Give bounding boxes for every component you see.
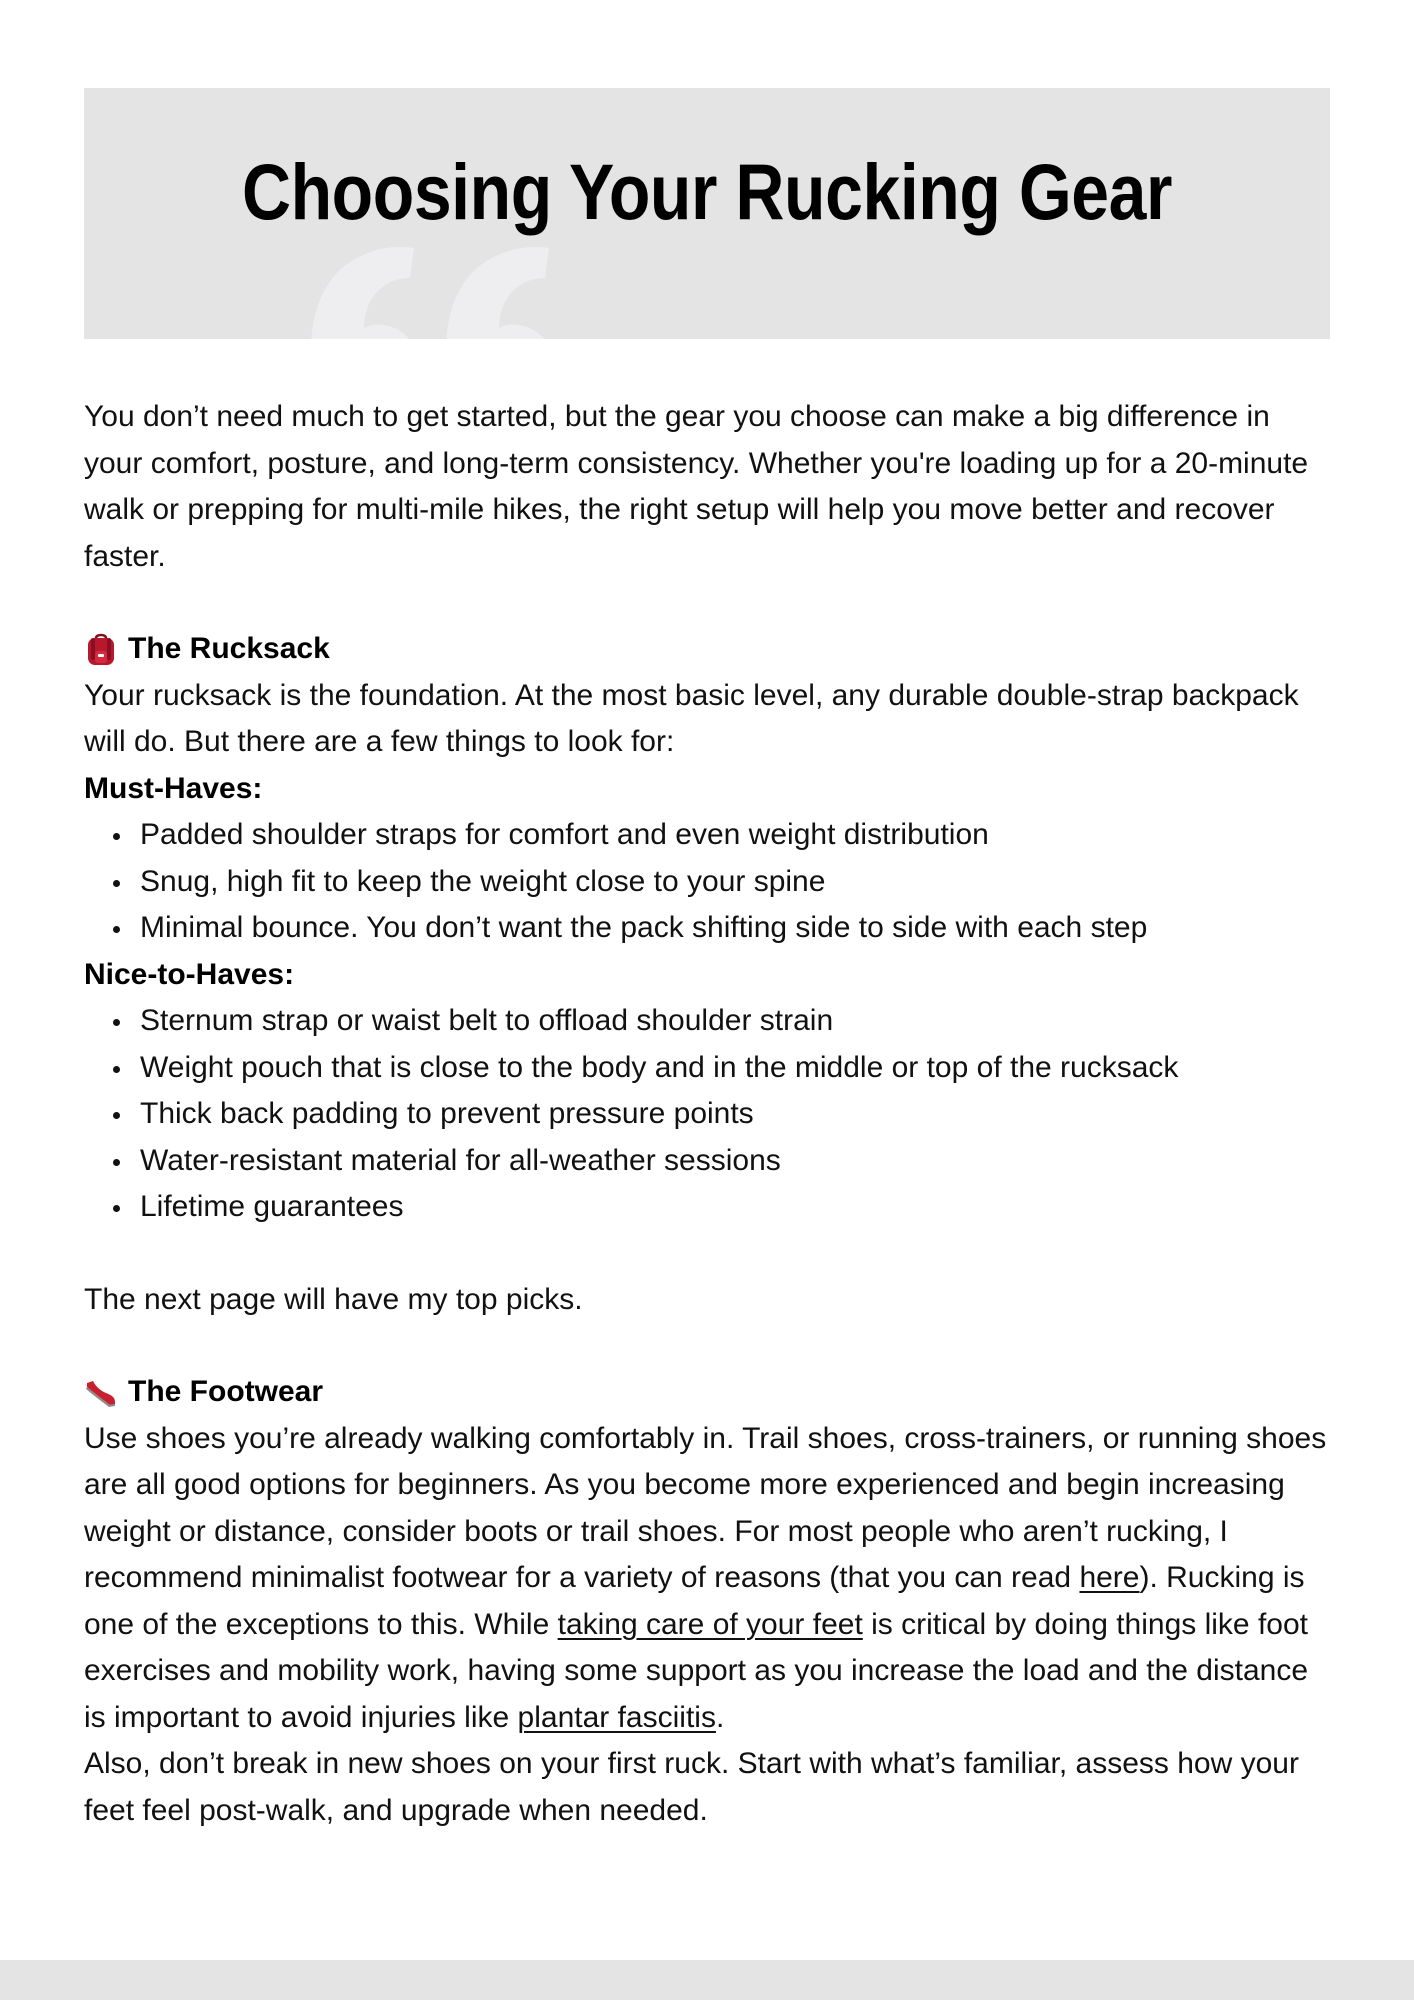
backpack-icon bbox=[84, 632, 118, 666]
spacer bbox=[84, 1231, 1334, 1277]
list-item: Water-resistant material for all-weather sessions bbox=[140, 1138, 1334, 1185]
nice-to-haves-label: Nice-to-Haves: bbox=[84, 957, 295, 991]
list-item: Padded shoulder straps for comfort and even weight distribution bbox=[140, 812, 1334, 859]
text-run: . bbox=[715, 1700, 725, 1734]
must-haves-label: Must-Haves: bbox=[84, 771, 263, 805]
list-item: Snug, high fit to keep the weight close to your spine bbox=[140, 859, 1334, 906]
here-link[interactable]: here bbox=[1079, 1561, 1140, 1594]
footer-bar bbox=[0, 1960, 1414, 2000]
next-page-note: The next page will have my top picks. bbox=[84, 1282, 583, 1316]
running-shoe-icon bbox=[84, 1375, 118, 1409]
plantar-fasciitis-link[interactable]: plantar fasciitis bbox=[517, 1700, 716, 1734]
page-title: Choosing Your Rucking Gear bbox=[241, 147, 1173, 236]
list-item: Lifetime guarantees bbox=[140, 1184, 1334, 1231]
taking-care-of-feet-link[interactable]: taking care of your feet bbox=[557, 1607, 863, 1641]
list-item: Sternum strap or waist belt to offload shoulder strain bbox=[140, 998, 1334, 1045]
text-run: ). Rucking is one of the exceptions to this. While bbox=[84, 1561, 1305, 1641]
article-body bbox=[84, 394, 1334, 1834]
list-item: Minimal bounce. You don’t want the pack shifting side to side with each step bbox=[140, 905, 1334, 952]
footwear-paragraph bbox=[84, 1416, 1334, 1742]
spacer bbox=[84, 1323, 1334, 1369]
section-heading-label: The Footwear bbox=[128, 1375, 324, 1408]
spacer bbox=[84, 580, 1334, 626]
list-item: Weight pouch that is close to the body and in the middle or top of the rucksack bbox=[140, 1045, 1334, 1092]
intro-paragraph: You don’t need much to get started, but the gear you choose can make a big difference in your comfort, posture, and long-term consistency. Whether you're loading up for a 20-minute walk or prepping for multi-mile hikes, the right setup will help you move better and recover faster. bbox=[84, 400, 1309, 573]
text-run: is critical by doing things like foot exercises and mobility work, having some support as you increase the load and the distance is important to avoid injuries like bbox=[84, 1607, 1309, 1734]
footwear-break-in-paragraph: Also, don’t break in new shoes on your first ruck. Start with what’s familiar, assess how your feet feel post-walk, and upgrade when needed. bbox=[84, 1747, 1299, 1827]
text-run: Use shoes you’re already walking comfortably in. Trail shoes, cross-trainers, or running shoes are all good options for beginners. As you become more experienced and begin increasing weight or distance, consider boots or trail shoes. For most people who aren’t rucking, I recommend minimalist footwear for a variety of reasons (that you can read bbox=[84, 1421, 1327, 1594]
section-heading-footwear bbox=[84, 1369, 1334, 1416]
must-haves-list bbox=[84, 812, 1334, 952]
list-item: Thick back padding to prevent pressure points bbox=[140, 1091, 1334, 1138]
nice-to-haves-list bbox=[84, 998, 1334, 1231]
rucksack-intro: Your rucksack is the foundation. At the most basic level, any durable double-strap backpack will do. But there are a few things to look for: bbox=[84, 678, 1299, 758]
section-heading-label: The Rucksack bbox=[128, 632, 330, 665]
section-heading-rucksack bbox=[84, 626, 1334, 673]
quote-mark-icon bbox=[302, 238, 562, 339]
